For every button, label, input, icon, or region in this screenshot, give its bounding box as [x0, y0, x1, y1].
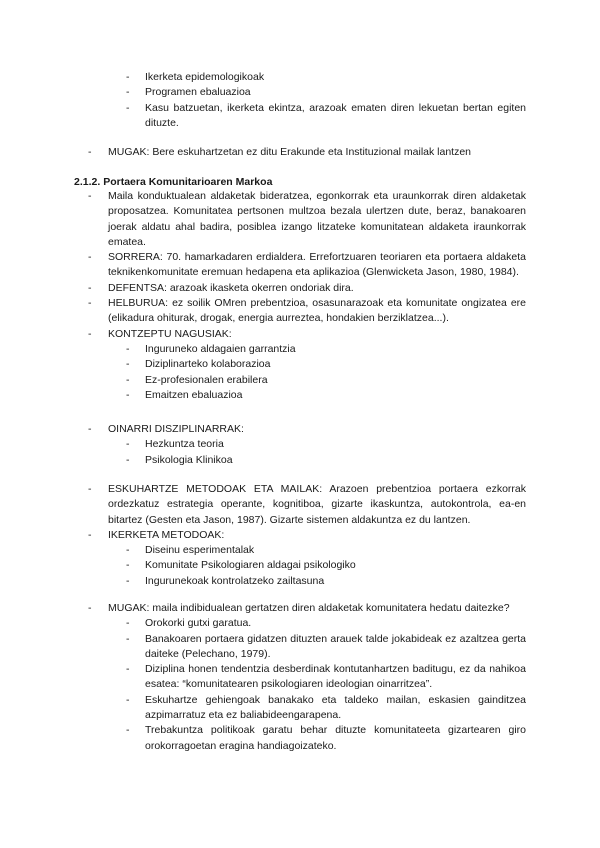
- list-item: - Inguruneko aldagaien garrantzia: [0, 342, 600, 357]
- bullet-dash: -: [126, 101, 130, 114]
- bullet-dash: -: [126, 71, 130, 83]
- oinarri-list: [0, 422, 600, 468]
- list-item: - Eskuhartze gehiengoak banakako eta taldeko mailan, eskasien gainditzea azpimarratuz eta ez baliabideengarapena.: [126, 693, 526, 722]
- list-item: - MUGAK: maila indibidualean gertatzen diren aldaketak komunitatera hedatu daitezke?: [0, 601, 600, 616]
- top-sub-list: [0, 70, 600, 131]
- list-item: - Emaitzen ebaluazioa: [0, 388, 600, 403]
- bullet-dash: -: [126, 438, 130, 451]
- bullet-dash: -: [88, 528, 92, 541]
- bullet-dash: -: [88, 251, 92, 264]
- bullet-dash: -: [126, 724, 130, 737]
- bullet-dash: -: [88, 146, 92, 158]
- list-item: - Kasu batzuetan, ikerketa ekintza, arazoak ematen diren lekuetan bertan egiten dituzte.: [126, 101, 526, 129]
- bullet-dash: -: [126, 373, 130, 386]
- bullet-dash: -: [88, 483, 92, 495]
- list-item: - Psikologia Klinikoa: [0, 453, 600, 468]
- mugak-item: [0, 145, 600, 160]
- list-item: - MUGAK: Bere eskuhartzetan ez ditu Erakunde eta Instituzional mailak lantzen: [0, 145, 600, 160]
- list-item: - Maila konduktualean aldaketak bideratzea, egonkorrak eta uraunkorrak diren aldaketak proposatzea. Komunitatea pertsonen multzoa bezala ulertzen dute, beraz, banakoaren joerak aldatu ahal badira, posiblea izango litzateke komunitatean aldaketa iraunkorrak ematea.: [88, 190, 526, 248]
- list-item: - DEFENTSA: arazoak ikasketa okerren ondoriak dira.: [0, 281, 600, 296]
- list-item: - Banakoaren portaera gidatzen dituzten arauek talde jokabideak ez azaltzea gerta daiteke (Pelechano, 1979).: [126, 632, 526, 660]
- bullet-dash: -: [126, 453, 130, 466]
- list-item: - HELBURUA: ez soilik OMren prebentzioa, osasunarazoak eta komunitate ongizatea ere (elikadura ohiturak, drogak, energia aurreztea, hondakien berziklatzea...).: [88, 297, 526, 325]
- bullet-dash: -: [126, 632, 130, 645]
- list-item: - SORRERA: 70. hamarkadaren erdialdera. Errefortzuaren teoriaren eta portaera aldaketa teknikenkomunitate eremuan hedapena eta aplikazioa (Glenwicketa Jason, 1980, 1984).: [88, 251, 526, 279]
- bullet-dash: -: [126, 358, 130, 371]
- bullet-dash: -: [88, 423, 92, 435]
- bullet-dash: -: [88, 297, 92, 310]
- bullet-dash: -: [126, 544, 130, 557]
- bullet-dash: -: [126, 617, 130, 630]
- bullet-dash: -: [126, 86, 130, 99]
- bullet-dash: -: [88, 190, 92, 202]
- list-item: - ESKUHARTZE METODOAK ETA MAILAK: Arazoen prebentzioa portaera ezkorrak ordezkatuz estrategia operante, kognitiboa, gizarte ikaskuntza, autokontrola, ea-en bitartez (Gesten eta Jason, 1987). Gizarte sistemen aldakuntza ez du lantzen.: [88, 483, 526, 526]
- list-item: - Ingurunekoak kontrolatzeko zailtasuna: [0, 574, 600, 589]
- list-item: - Diziplina honen tendentzia desberdinak kontutanhartzen baditugu, ez da nahikoa esatea: “komunitatearen psikologiaren ideologian oinarritzea”.: [126, 663, 526, 691]
- main-list-b: [0, 482, 600, 589]
- list-item: - IKERKETA METODOAK:: [0, 528, 600, 543]
- section-heading: 2.1.2. Portaera Komunitarioaren Markoa: [74, 176, 273, 188]
- bullet-dash: -: [126, 388, 130, 401]
- bullet-dash: -: [126, 663, 130, 676]
- bullet-dash: -: [126, 342, 130, 355]
- list-item: - Komunitate Psikologiaren aldagai psikologiko: [0, 558, 600, 573]
- list-item: - Ikerketa epidemologikoak: [0, 70, 600, 85]
- list-item: - Ez-profesionalen erabilera: [0, 373, 600, 388]
- list-item: - Orokorki gutxi garatua.: [0, 616, 600, 631]
- bullet-dash: -: [88, 602, 92, 614]
- list-item: - Hezkuntza teoria: [0, 437, 600, 452]
- bullet-dash: -: [126, 574, 130, 587]
- list-item: - Diziplinarteko kolaborazioa: [0, 357, 600, 372]
- bullet-dash: -: [88, 281, 92, 294]
- list-item: - Trebakuntza politikoak garatu behar dituzte komunitateeta gizartearen giro orokorragoetan eragina handiagoizateko.: [126, 724, 526, 752]
- bullet-dash: -: [88, 327, 92, 340]
- bullet-dash: -: [126, 559, 130, 572]
- list-item: - Programen ebaluazioa: [0, 85, 600, 100]
- list-item: - KONTZEPTU NAGUSIAK:: [0, 327, 600, 342]
- bullet-dash: -: [126, 693, 130, 706]
- mugak-list: [0, 601, 600, 754]
- list-item: - OINARRI DISZIPLINARRAK:: [0, 422, 600, 437]
- main-list-a: [0, 189, 600, 403]
- list-item: - Diseinu esperimentalak: [0, 543, 600, 558]
